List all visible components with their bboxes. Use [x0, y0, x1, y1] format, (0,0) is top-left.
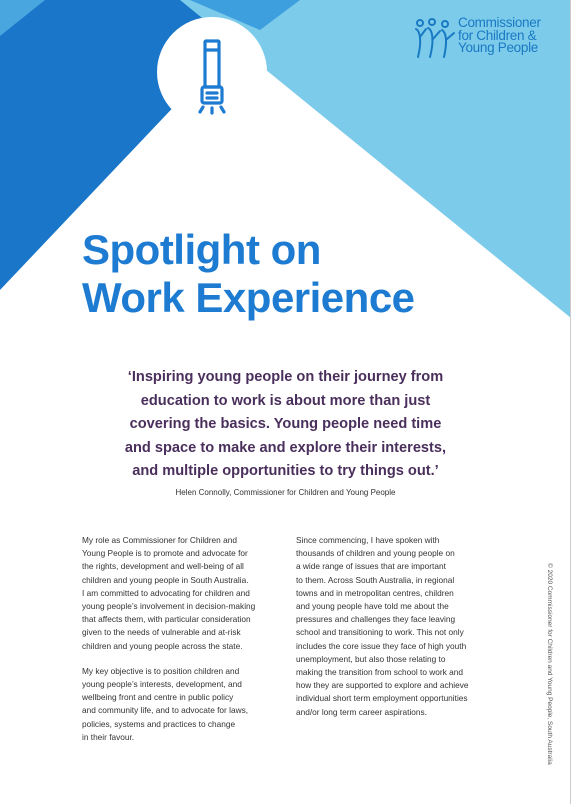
text-line: wellbeing front and centre in public policy — [82, 692, 234, 703]
text-line: young people’s interests, development, and — [82, 679, 242, 690]
right-paragraph-1 — [296, 534, 496, 719]
text-line: My key objective is to position children and — [82, 665, 240, 676]
title-line-2: Work Experience — [82, 274, 415, 321]
text-line: individual short term employment opportunities — [296, 693, 468, 704]
text-line: thousands of children and young people on — [296, 548, 455, 559]
text-line: Young People is to promote and advocate for — [82, 548, 248, 559]
title-line-1: Spotlight on — [82, 226, 321, 273]
text-line: and young people have told me about the — [296, 601, 449, 612]
logo-line-2: for Children & — [458, 27, 537, 43]
text-line: how they are supported to explore and achieve — [296, 680, 469, 691]
left-paragraph-1 — [82, 534, 282, 653]
quote-line: covering the basics. Young people need time — [129, 416, 442, 432]
text-line: policies, systems and practices to change — [82, 718, 236, 729]
quote-line: and space to make and explore their interests, — [124, 439, 447, 456]
quote-line: ‘Inspiring young people on their journey from — [127, 369, 444, 385]
text-line: young people’s involvement in decision-making — [82, 601, 256, 612]
quote-attribution: Helen Connolly, Commissioner for Children and Young People — [175, 488, 396, 497]
flashlight-icon — [157, 17, 267, 127]
text-line: school and transitioning to work. This not only — [296, 627, 464, 638]
page-title — [82, 226, 415, 322]
text-line: unemployment, but also those relating to — [296, 653, 446, 664]
left-paragraph-2 — [82, 665, 282, 744]
left-column — [82, 534, 282, 756]
text-line: that affects them, with particular consideration — [82, 614, 251, 625]
text-line: making the transition from school to work and — [296, 667, 463, 678]
pull-quote — [0, 366, 571, 484]
text-line: My role as Commissioner for Children and — [82, 535, 237, 545]
text-line: children and young people across the state. — [82, 640, 243, 651]
text-line: and community life, and to advocate for laws, — [82, 705, 249, 716]
logo-line-1: Commissioner — [458, 15, 541, 30]
text-line: towns and in metropolitan centres, children — [296, 587, 454, 598]
text-line: in their favour. — [82, 731, 135, 742]
text-line: and/or long term career aspirations. — [296, 706, 427, 717]
logo-line-3: Young People — [458, 40, 538, 55]
text-line: includes the core issue they face of high youth — [296, 640, 467, 651]
text-line: a wide range of issues that are important — [296, 561, 446, 572]
text-line: to them. Across South Australia, in regional — [296, 574, 455, 585]
quote-line: and multiple opportunities to try things out.’ — [132, 463, 439, 479]
text-line: pressures and challenges they face leaving — [296, 614, 456, 625]
right-column — [296, 534, 496, 731]
text-line: the rights, development and well-being of all — [82, 561, 244, 572]
text-line: I am committed to advocating for children and — [82, 587, 250, 598]
text-line: children and young people in South Australia. — [82, 574, 249, 585]
quote-line: education to work is about more than just — [140, 392, 431, 409]
logo-wordmark — [458, 17, 541, 55]
text-line: given to the needs of vulnerable and at-risk — [82, 627, 241, 638]
copyright-notice: © 2020 Commissioner for Children and Young People, South Australia — [546, 563, 553, 765]
text-line: Since commencing, I have spoken with — [296, 535, 440, 545]
